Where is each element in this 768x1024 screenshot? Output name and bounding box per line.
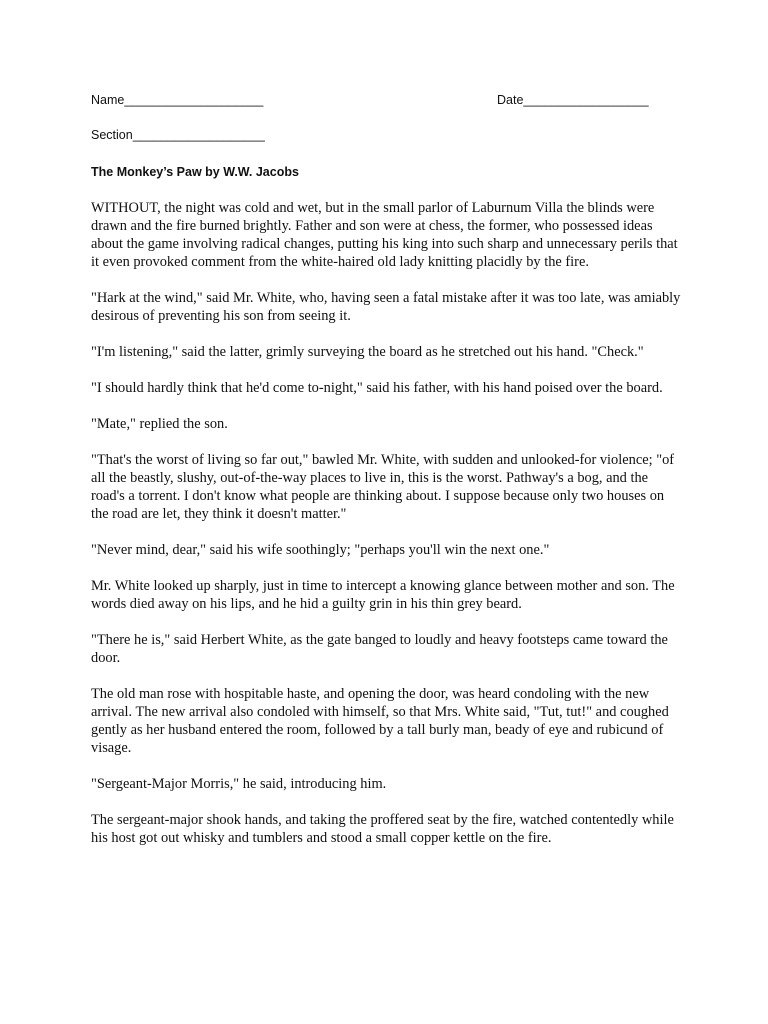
paragraph: "There he is," said Herbert White, as the gate banged to loudly and heavy footsteps came toward the door. [91,632,668,666]
paragraph: "Never mind, dear," said his wife soothingly; "perhaps you'll win the next one." [91,542,550,558]
paragraph: The old man rose with hospitable haste, and opening the door, was heard condoling with the new arrival. The new arrival also condoled with himself, so that Mrs. White said, "Tut, tut!" and coughed gently as her husband entered the room, followed by a tall burly man, beady of eye and rubicund of visage. [91,686,669,756]
paragraph: "Sergeant-Major Morris," he said, introducing him. [91,776,387,792]
section-field: Section___________________ [91,128,265,142]
paragraph: "Mate," replied the son. [91,416,228,432]
paragraph: WITHOUT, the night was cold and wet, but in the small parlor of Laburnum Villa the blinds were drawn and the fire burned brightly. Father and son were at chess, the former, who possessed ideas about the game involving radical changes, putting his king into such sharp and unnecessary perils that it even provoked comment from the white-haired old lady knitting placidly by the fire. [91,200,678,270]
name-field: Name____________________ [91,93,264,107]
paragraph: "I should hardly think that he'd come to-night," said his father, with his hand poised over the board. [91,380,663,396]
document-title: The Monkey’s Paw by W.W. Jacobs [91,165,299,179]
paragraph: "That's the worst of living so far out," bawled Mr. White, with sudden and unlooked-for violence; "of all the beastly, slushy, out-of-the-way places to live in, this is the worst. Pathway's a bog, and the road's a torrent. I don't know what people are thinking about. I suppose because only two houses on the road are let, they think it doesn't matter." [91,452,675,522]
story-text [91,199,683,865]
paragraph: "I'm listening," said the latter, grimly surveying the board as he stretched out his hand. "Check." [91,344,644,360]
date-field: Date__________________ [497,93,649,107]
paragraph: Mr. White looked up sharply, just in time to intercept a knowing glance between mother and son. The words died away on his lips, and he hid a guilty grin in his thin grey beard. [91,578,675,612]
paragraph: The sergeant-major shook hands, and taking the proffered seat by the fire, watched contentedly while his host got out whisky and tumblers and stood a small copper kettle on the fire. [91,812,674,846]
paragraph: "Hark at the wind," said Mr. White, who, having seen a fatal mistake after it was too late, was amiably desirous of preventing his son from seeing it. [91,290,681,324]
